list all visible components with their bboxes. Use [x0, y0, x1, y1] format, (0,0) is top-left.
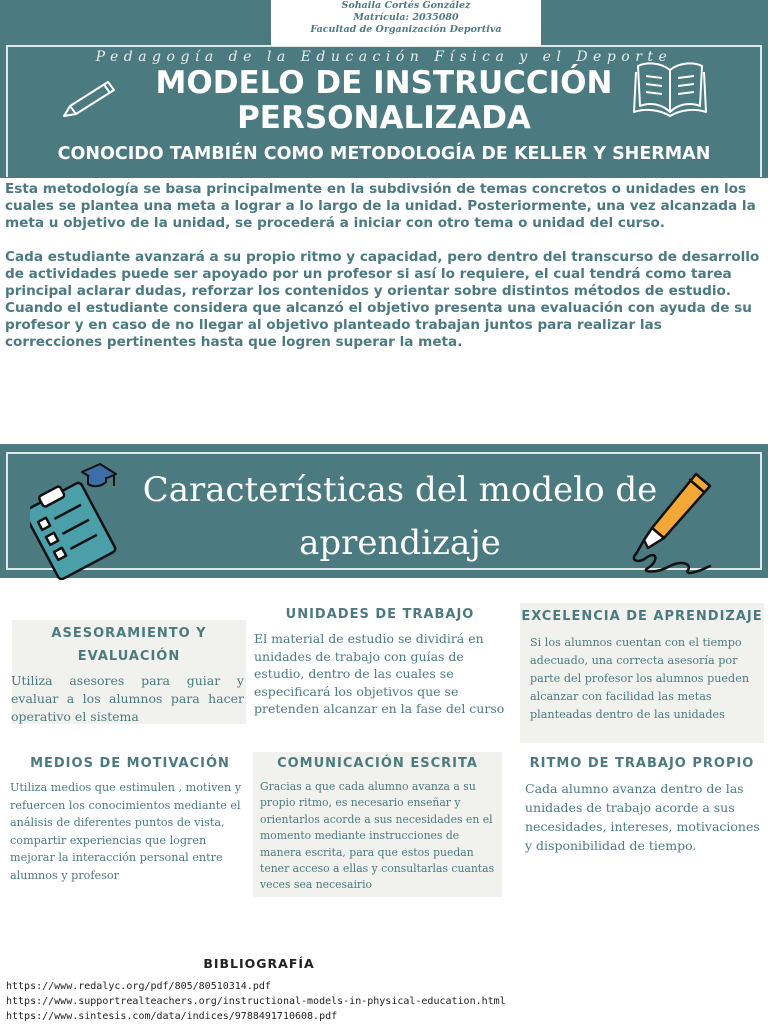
card-ritmo: [520, 752, 764, 882]
banner-title-line-2: aprendizaje: [299, 523, 501, 563]
card-comunicacion: [253, 752, 502, 897]
card-motivacion: [10, 752, 250, 902]
card-text: Gracias a que cada alumno avanza a su propio ritmo, es necesario enseñar y orientarlos acorde a sus necesidades en el momento mediante instrucciones de manera escrita, para que estos puedan tener acceso a ellas y consultarlas cuantas veces sea necesairio: [260, 780, 495, 892]
card-excelencia: [520, 603, 764, 743]
banner-title-line-1: Características del modelo de: [142, 470, 658, 510]
clipboard-checklist-icon: [30, 462, 122, 580]
characteristics-banner: [0, 444, 768, 578]
title-line-1: MODELO DE INSTRUCCIÓN: [155, 65, 613, 101]
card-unidades: [254, 603, 506, 723]
card-text: Utiliza medios que estimulen , motiven y refuercen los conocimientos mediante el análisis de diferentes puntos de vista, compartir experiencias que logren mejorar la interacción personal entre alumnos y profesor: [10, 781, 242, 882]
intro-paragraph-1: Esta metodología se basa principalmente en la subdivsión de temas concretos o unidades en los cuales se plantea una meta a lograr a lo largo de la unidad. Posteriormente, una vez alcanzada la meta u objetivo de la unidad, se procederá a iniciar con otro tema o unidad del curso.: [5, 181, 756, 231]
card-text: El material de estudio se dividirá en unidades de trabajo con guías de estudio, dentro de las cuales se especificará los objetivos que se pretenden alcanzar en la fase del curso: [254, 631, 505, 716]
fountain-pen-icon: [626, 468, 718, 578]
open-book-icon: [632, 56, 708, 120]
card-title: EXCELENCIA DE APRENDIZAJE: [521, 609, 763, 624]
intro-section: [5, 181, 763, 368]
bibliography-title: BIBLIOGRAFÍA: [203, 956, 315, 971]
card-title: MEDIOS DE MOTIVACIÓN: [30, 756, 230, 771]
title-line-2: PERSONALIZADA: [237, 100, 531, 136]
card-title: RITMO DE TRABAJO PROPIO: [529, 756, 755, 771]
card-text: Cada alumno avanza dentro de las unidades de trabajo acorde a sus necesidades, intereses, motivaciones y disponibilidad de tiempo.: [525, 781, 760, 853]
card-title: UNIDADES DE TRABAJO: [285, 607, 475, 622]
card-text: Si los alumnos cuentan con el tiempo adecuado, una correcta asesoría por parte del profesor los alumnos pueden alcanzar con facilidad las metas planteadas dentro de las unidades: [530, 636, 750, 721]
page-subtitle: CONOCIDO TAMBIÉN COMO METODOLOGÍA DE KELLER Y SHERMAN: [57, 144, 711, 164]
author-box: [271, 0, 541, 46]
banner-title: [110, 464, 690, 570]
pencil-icon: [60, 76, 122, 120]
graduation-cap-icon: [82, 464, 116, 486]
bibliography-link[interactable]: https://www.supportrealteachers.org/instructional-models-in-physical-education.html: [6, 996, 506, 1007]
header: [0, 0, 768, 178]
bibliography-link[interactable]: https://www.sintesis.com/data/indices/9788491710608.pdf: [6, 1011, 338, 1022]
author-matricula: Matrícula: 2035080: [353, 12, 459, 23]
intro-paragraph-2: Cada estudiante avanzará a su propio ritmo y capacidad, pero dentro del transcurso de desarrollo de actividades puede ser apoyado por un profesor si así lo requiere, el cual tendrá como tarea principal aclarar dudas, reforzar los contenidos y orientar sobre distintos métodos de estudio. Cuando el estudiante considera que alcanzó el objetivo presenta una evaluación con ayuda de su profesor y en caso de no llegar al objetivo planteado trabajan juntos para realizar las correcciones pertinentes hasta que logren superar la meta.: [5, 249, 760, 350]
card-text: Utiliza asesores para guiar y evaluar a los alumnos para hacer operativo el sistema: [11, 673, 244, 724]
card-title: ASESORAMIENTO Y EVALUACIÓN: [51, 626, 207, 664]
bibliography-link[interactable]: https://www.redalyc.org/pdf/805/80510314.pdf: [6, 981, 271, 992]
author-faculty: Facultad de Organización Deportiva: [310, 24, 502, 35]
subject-line: Pedagogía de la Educación Física y el Deporte: [95, 49, 673, 65]
card-asesoramiento: [12, 620, 246, 724]
author-name: Sohaila Cortés González: [341, 0, 471, 11]
bibliography-list: [6, 979, 506, 1024]
card-title: COMUNICACIÓN ESCRITA: [277, 756, 478, 771]
